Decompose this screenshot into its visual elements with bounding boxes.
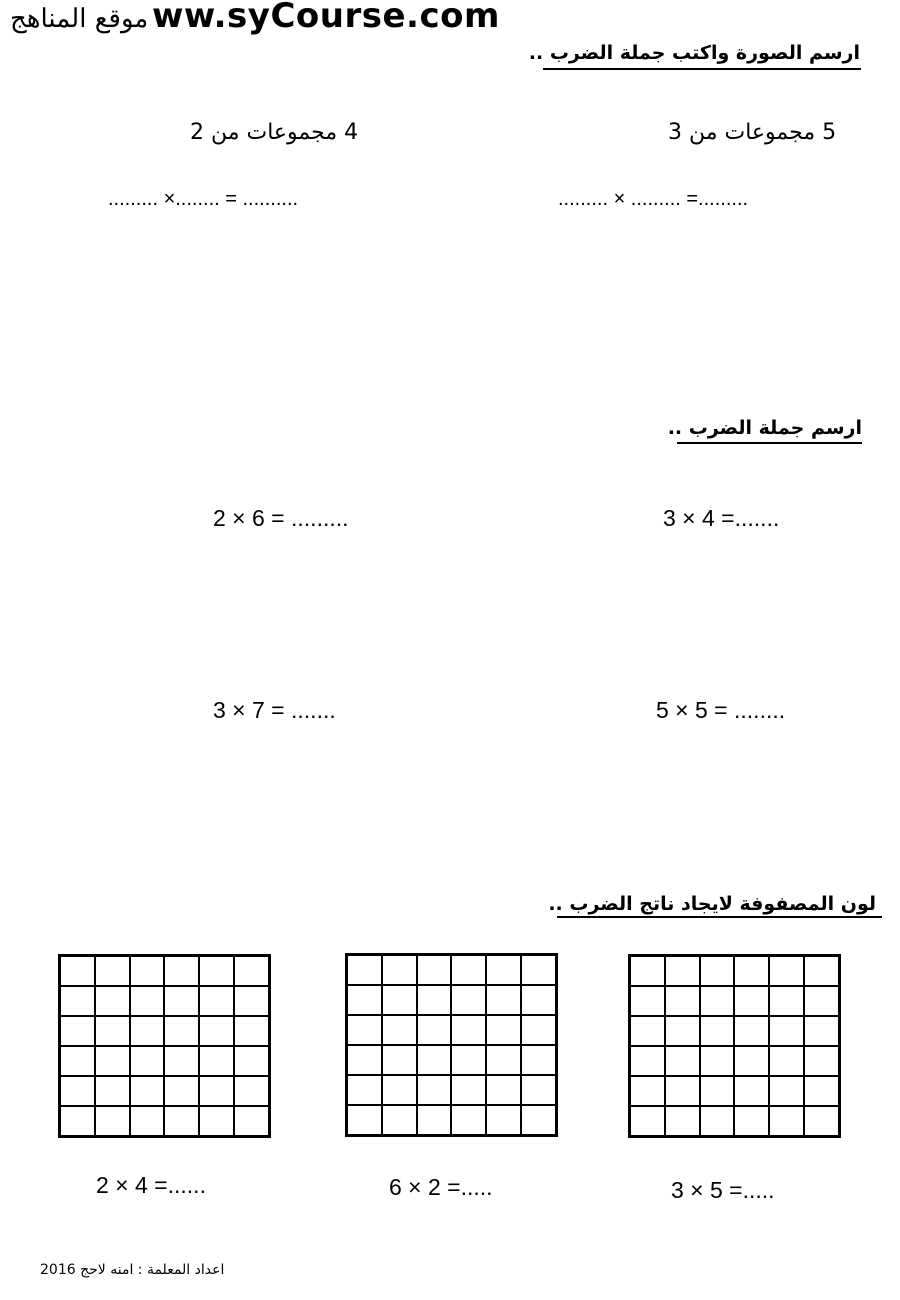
grid-cell[interactable] <box>130 1016 165 1046</box>
grid-cell[interactable] <box>130 1076 165 1106</box>
grid-cell[interactable] <box>700 1076 735 1106</box>
grid-cell[interactable] <box>486 985 521 1015</box>
grid-cell[interactable] <box>130 1046 165 1076</box>
grid-cell[interactable] <box>95 1076 130 1106</box>
grid-cell[interactable] <box>451 955 486 985</box>
grid-cell[interactable] <box>164 1106 199 1136</box>
grid-cell[interactable] <box>630 1076 665 1106</box>
grid-cell[interactable] <box>521 1105 556 1135</box>
grid-cell[interactable] <box>700 1016 735 1046</box>
grid-cell[interactable] <box>60 1076 95 1106</box>
grid-cell[interactable] <box>95 1106 130 1136</box>
grid-cell[interactable] <box>804 1046 839 1076</box>
grid-cell[interactable] <box>164 1046 199 1076</box>
grid-cell[interactable] <box>95 1016 130 1046</box>
grid-cell[interactable] <box>382 1105 417 1135</box>
grid-cell[interactable] <box>234 1046 269 1076</box>
grid-cell[interactable] <box>700 1106 735 1136</box>
grid-cell[interactable] <box>164 1016 199 1046</box>
grid-cell[interactable] <box>199 986 234 1016</box>
grid-cell[interactable] <box>347 1015 382 1045</box>
grid-cell[interactable] <box>60 956 95 986</box>
grid-cell[interactable] <box>769 1106 804 1136</box>
equation-top-left[interactable]: 2 × 6 = ......... <box>213 505 349 531</box>
grid-cell[interactable] <box>769 986 804 1016</box>
grid-cell[interactable] <box>804 1076 839 1106</box>
grid-cell[interactable] <box>734 1106 769 1136</box>
grid-cell[interactable] <box>199 1076 234 1106</box>
array-grid-middle[interactable] <box>345 953 558 1137</box>
grid-cell[interactable] <box>382 955 417 985</box>
grid-cell[interactable] <box>486 1105 521 1135</box>
grid-cell[interactable] <box>347 1045 382 1075</box>
site-url[interactable]: ww.syCourse.com <box>152 0 500 36</box>
grid-cell[interactable] <box>382 985 417 1015</box>
grid-cell[interactable] <box>486 1015 521 1045</box>
grid-cell[interactable] <box>521 955 556 985</box>
section2-heading: ارسم جملة الضرب .. <box>667 417 862 439</box>
grid-cell[interactable] <box>130 956 165 986</box>
grid-cell[interactable] <box>521 1075 556 1105</box>
grid-cell[interactable] <box>199 1106 234 1136</box>
grid-cell[interactable] <box>769 1076 804 1106</box>
grid-cell[interactable] <box>665 1076 700 1106</box>
grid-label-left[interactable]: 2 × 4 =...... <box>96 1172 206 1198</box>
footer-credit: اعداد المعلمة : امنه لاحج 2016 <box>40 1262 225 1278</box>
grid-cell[interactable] <box>347 1105 382 1135</box>
grid-label-middle[interactable]: 6 × 2 =..... <box>389 1174 493 1200</box>
array-grid-left[interactable] <box>58 954 271 1138</box>
grid-cell[interactable] <box>60 1016 95 1046</box>
grid-cell[interactable] <box>164 1076 199 1106</box>
grid-cell[interactable] <box>521 1015 556 1045</box>
grid-cell[interactable] <box>234 1076 269 1106</box>
grid-cell[interactable] <box>451 1045 486 1075</box>
grid-cell[interactable] <box>382 1045 417 1075</box>
grid-cell[interactable] <box>665 1046 700 1076</box>
grid-cell[interactable] <box>734 986 769 1016</box>
grid-cell[interactable] <box>382 1015 417 1045</box>
left-equation-blank[interactable]: ......... ×........ = .......... <box>108 188 299 210</box>
grid-cell[interactable] <box>451 1105 486 1135</box>
grid-cell[interactable] <box>95 1046 130 1076</box>
section2-heading-underline <box>677 442 862 444</box>
equation-bottom-right[interactable]: 5 × 5 = ........ <box>656 697 786 723</box>
grid-cell[interactable] <box>700 1046 735 1076</box>
grid-cell[interactable] <box>734 1076 769 1106</box>
right-groups-prompt: 5 مجموعات من 3 <box>668 120 837 145</box>
grid-cell[interactable] <box>700 956 735 986</box>
array-grid-right[interactable] <box>628 954 841 1138</box>
section3-heading: لون المصفوفة لايجاد ناتج الضرب .. <box>548 893 876 915</box>
grid-cell[interactable] <box>234 956 269 986</box>
grid-cell[interactable] <box>804 956 839 986</box>
grid-cell[interactable] <box>665 1016 700 1046</box>
section1-heading-underline <box>543 68 861 70</box>
grid-cell[interactable] <box>521 1045 556 1075</box>
grid-cell[interactable] <box>451 1015 486 1045</box>
grid-cell[interactable] <box>130 1106 165 1136</box>
grid-cell[interactable] <box>630 1016 665 1046</box>
grid-cell[interactable] <box>417 1015 452 1045</box>
grid-cell[interactable] <box>734 1046 769 1076</box>
grid-cell[interactable] <box>630 1046 665 1076</box>
grid-cell[interactable] <box>234 986 269 1016</box>
grid-cell[interactable] <box>60 1106 95 1136</box>
grid-cell[interactable] <box>60 986 95 1016</box>
grid-cell[interactable] <box>804 1016 839 1046</box>
grid-cell[interactable] <box>486 1075 521 1105</box>
equation-bottom-left[interactable]: 3 × 7 = ....... <box>213 697 336 723</box>
grid-cell[interactable] <box>95 986 130 1016</box>
grid-cell[interactable] <box>417 985 452 1015</box>
grid-cell[interactable] <box>347 955 382 985</box>
site-name-arabic: موقع المناهج <box>10 4 149 34</box>
grid-cell[interactable] <box>199 1016 234 1046</box>
grid-cell[interactable] <box>451 1075 486 1105</box>
grid-cell[interactable] <box>164 986 199 1016</box>
grid-cell[interactable] <box>804 1106 839 1136</box>
grid-cell[interactable] <box>486 1045 521 1075</box>
grid-cell[interactable] <box>630 956 665 986</box>
grid-label-right[interactable]: 3 × 5 =..... <box>671 1177 775 1203</box>
grid-cell[interactable] <box>769 1046 804 1076</box>
grid-cell[interactable] <box>769 956 804 986</box>
grid-cell[interactable] <box>630 986 665 1016</box>
left-groups-prompt: 4 مجموعات من 2 <box>190 120 359 145</box>
grid-cell[interactable] <box>804 986 839 1016</box>
grid-cell[interactable] <box>234 1016 269 1046</box>
grid-cell[interactable] <box>60 1046 95 1076</box>
grid-cell[interactable] <box>199 1046 234 1076</box>
right-equation-blank[interactable]: ......... × ......... =......... <box>558 188 749 210</box>
grid-cell[interactable] <box>521 985 556 1015</box>
grid-cell[interactable] <box>734 1016 769 1046</box>
section1-heading: ارسم الصورة واكتب جملة الضرب .. <box>528 42 860 64</box>
grid-cell[interactable] <box>417 1045 452 1075</box>
grid-cell[interactable] <box>665 1106 700 1136</box>
grid-cell[interactable] <box>417 955 452 985</box>
section3-heading-underline <box>557 916 882 918</box>
grid-cell[interactable] <box>417 1075 452 1105</box>
grid-cell[interactable] <box>130 986 165 1016</box>
grid-cell[interactable] <box>769 1016 804 1046</box>
grid-cell[interactable] <box>347 985 382 1015</box>
grid-cell[interactable] <box>347 1075 382 1105</box>
grid-cell[interactable] <box>451 985 486 1015</box>
grid-cell[interactable] <box>665 986 700 1016</box>
grid-cell[interactable] <box>734 956 769 986</box>
grid-cell[interactable] <box>382 1075 417 1105</box>
grid-cell[interactable] <box>665 956 700 986</box>
grid-cell[interactable] <box>417 1105 452 1135</box>
equation-top-right[interactable]: 3 × 4 =....... <box>663 505 780 531</box>
grid-cell[interactable] <box>700 986 735 1016</box>
grid-cell[interactable] <box>199 956 234 986</box>
grid-cell[interactable] <box>486 955 521 985</box>
grid-cell[interactable] <box>95 956 130 986</box>
grid-cell[interactable] <box>164 956 199 986</box>
grid-cell[interactable] <box>630 1106 665 1136</box>
grid-cell[interactable] <box>234 1106 269 1136</box>
